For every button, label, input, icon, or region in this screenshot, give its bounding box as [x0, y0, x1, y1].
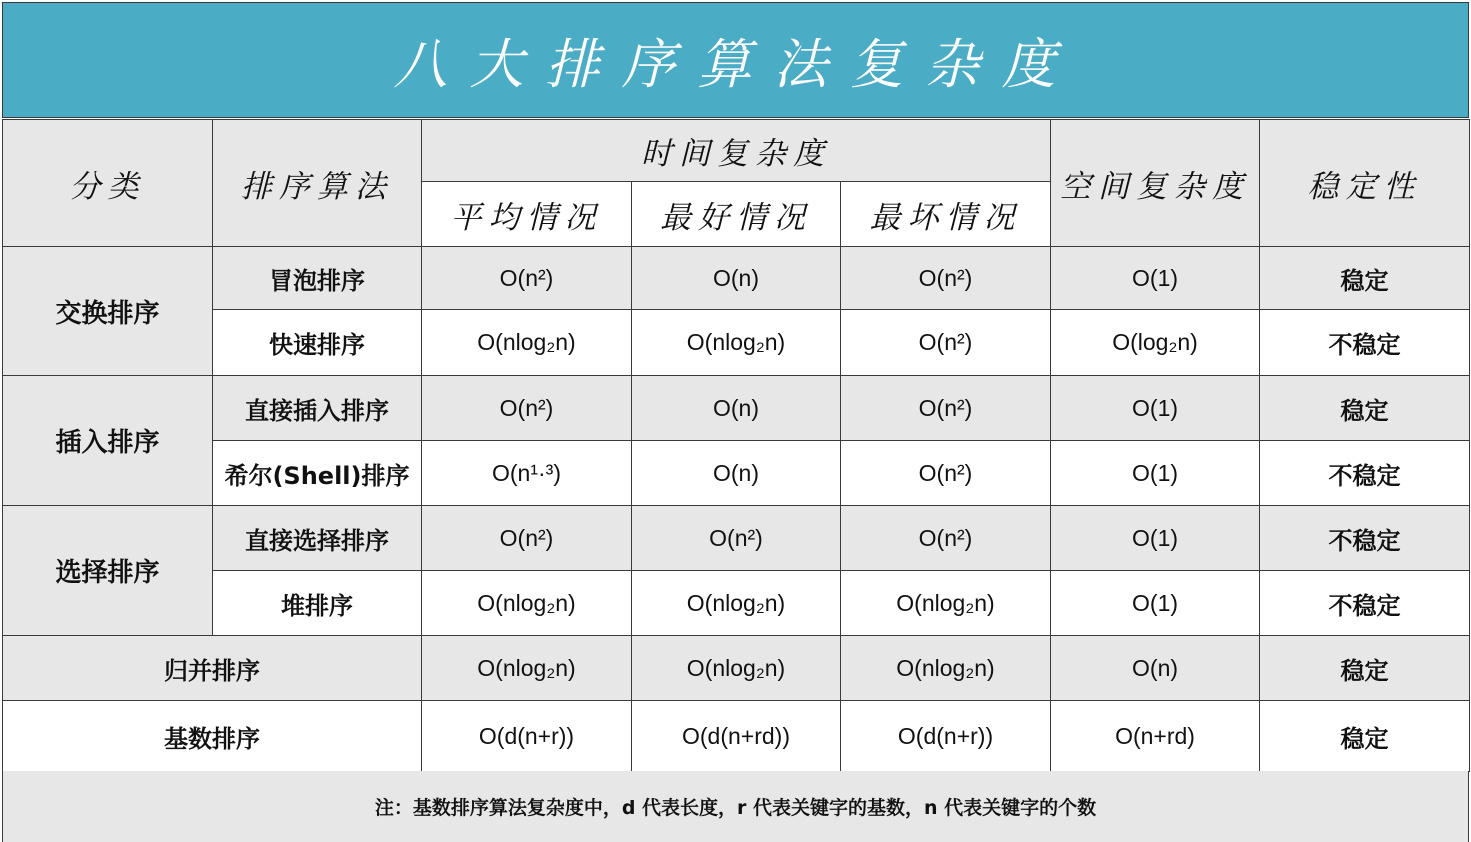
algorithm-name: 直接插入排序: [213, 376, 422, 441]
avg-complexity: O(d(n+r)): [422, 701, 632, 772]
header-space-complexity: 空间复杂度: [1051, 120, 1260, 247]
worst-complexity: O(n²): [841, 376, 1051, 441]
best-complexity: O(d(n+rd)): [632, 701, 841, 772]
header-category: 分类: [3, 120, 213, 247]
avg-complexity: O(n²): [422, 506, 632, 571]
best-complexity: O(nlog₂n): [632, 636, 841, 701]
algorithm-name: 归并排序: [3, 636, 422, 701]
category-exchange: 交换排序: [3, 247, 213, 376]
space-complexity: O(1): [1051, 441, 1260, 506]
stability-value: 不稳定: [1260, 506, 1470, 571]
table-row: [3, 441, 1470, 506]
space-complexity: O(1): [1051, 506, 1260, 571]
worst-complexity: O(nlog₂n): [841, 571, 1051, 636]
table-row: [3, 310, 1470, 376]
header-algorithm: 排序算法: [213, 120, 422, 247]
complexity-table: [2, 119, 1470, 772]
table-row: [3, 571, 1470, 636]
footnote: [2, 771, 1469, 842]
space-complexity: O(1): [1051, 571, 1260, 636]
worst-complexity: O(n²): [841, 506, 1051, 571]
worst-complexity: O(n²): [841, 247, 1051, 310]
algorithm-name: 堆排序: [213, 571, 422, 636]
avg-complexity: O(nlog₂n): [422, 636, 632, 701]
category-selection: 选择排序: [3, 506, 213, 636]
worst-complexity: O(d(n+r)): [841, 701, 1051, 772]
page-title: 八大排序算法复杂度: [393, 32, 1078, 96]
best-complexity: O(n²): [632, 506, 841, 571]
space-complexity: O(n): [1051, 636, 1260, 701]
space-complexity: O(1): [1051, 247, 1260, 310]
table-row: [3, 636, 1470, 701]
worst-complexity: O(n²): [841, 441, 1051, 506]
table-row: [3, 376, 1470, 441]
title-banner: [2, 2, 1469, 118]
stability-value: 不稳定: [1260, 310, 1470, 376]
space-complexity: O(1): [1051, 376, 1260, 441]
best-complexity: O(nlog₂n): [632, 571, 841, 636]
best-complexity: O(n): [632, 441, 841, 506]
avg-complexity: O(n²): [422, 247, 632, 310]
table-row: [3, 506, 1470, 571]
stability-value: 不稳定: [1260, 571, 1470, 636]
footnote-text: 注：基数排序算法复杂度中，d 代表长度，r 代表关键字的基数，n 代表关键字的个数: [374, 797, 1097, 819]
stability-value: 稳定: [1260, 376, 1470, 441]
header-row: [3, 120, 1470, 182]
stability-value: 稳定: [1260, 701, 1470, 772]
avg-complexity: O(n¹·³): [422, 441, 632, 506]
category-insertion: 插入排序: [3, 376, 213, 506]
space-complexity: O(n+rd): [1051, 701, 1260, 772]
header-time-complexity: 时间复杂度: [422, 120, 1051, 182]
best-complexity: O(n): [632, 247, 841, 310]
space-complexity: O(log₂n): [1051, 310, 1260, 376]
best-complexity: O(nlog₂n): [632, 310, 841, 376]
header-average: 平均情况: [422, 182, 632, 247]
algorithm-name: 直接选择排序: [213, 506, 422, 571]
worst-complexity: O(n²): [841, 310, 1051, 376]
header-stability: 稳定性: [1260, 120, 1470, 247]
header-best: 最好情况: [632, 182, 841, 247]
table-row: [3, 247, 1470, 310]
algorithm-name: 快速排序: [213, 310, 422, 376]
worst-complexity: O(nlog₂n): [841, 636, 1051, 701]
stability-value: 稳定: [1260, 636, 1470, 701]
stability-value: 不稳定: [1260, 441, 1470, 506]
algorithm-name: 冒泡排序: [213, 247, 422, 310]
avg-complexity: O(n²): [422, 376, 632, 441]
best-complexity: O(n): [632, 376, 841, 441]
algorithm-name: 基数排序: [3, 701, 422, 772]
header-worst: 最坏情况: [841, 182, 1051, 247]
avg-complexity: O(nlog₂n): [422, 571, 632, 636]
stability-value: 稳定: [1260, 247, 1470, 310]
algorithm-name: 希尔(Shell)排序: [213, 441, 422, 506]
avg-complexity: O(nlog₂n): [422, 310, 632, 376]
table-row: [3, 701, 1470, 772]
